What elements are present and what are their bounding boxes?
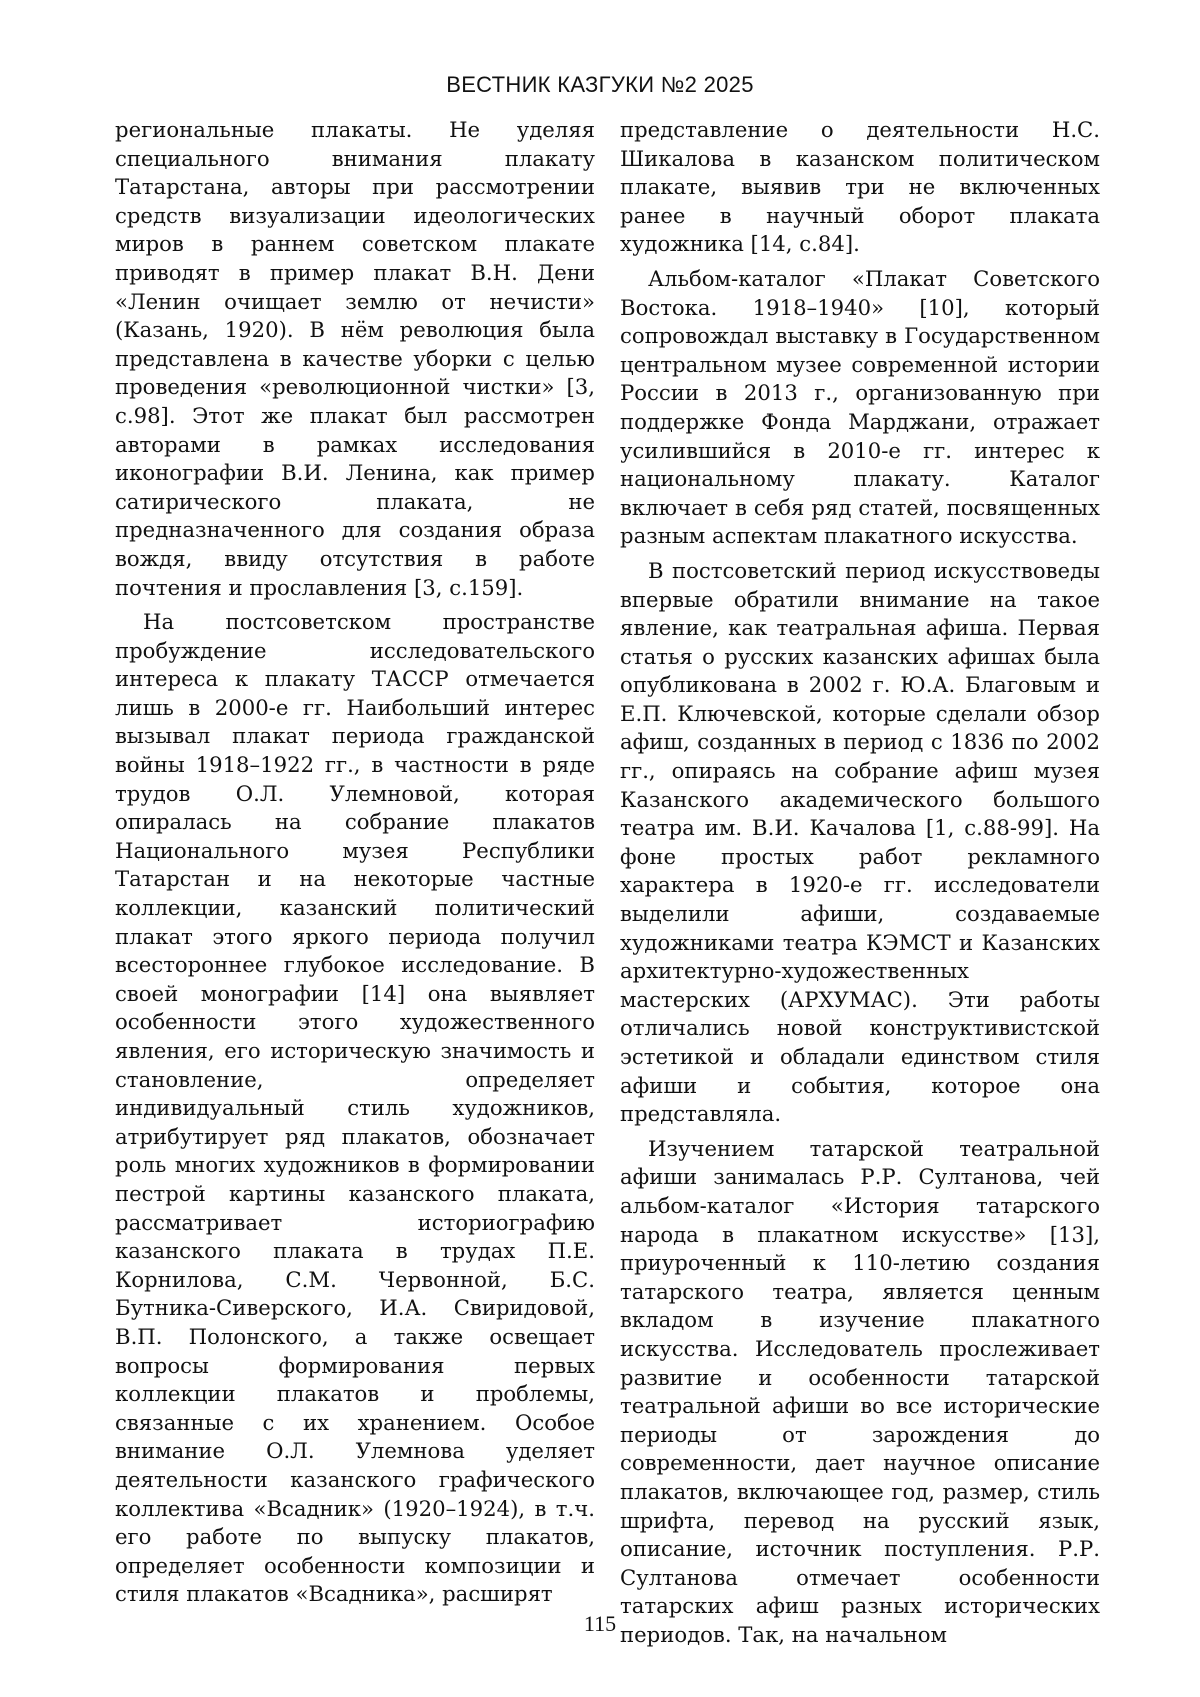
paragraph: Альбом-каталог «Плакат Советского Востока. 1918–1940» [10], который сопровождал выставку в Государственном центральном музее современной истории России в 2013 г., организованную при поддержке Фонда Марджани, отражает усилившийся в 2010-е гг. интерес к национальному плакату. Каталог включает в себя ряд статей, посвященных разным аспектам плакатного искусства. bbox=[620, 265, 1100, 549]
paragraph: В постсоветский период искусствоведы впервые обратили внимание на такое явление, как театральная афиша. Первая статья о русских казанских афишах была опубликована в 2002 г. Ю.А. Благовым и Е.П. Ключевской, которые сделали обзор афиш, созданных в период с 1836 по 2002 гг., опираясь на собрание афиш музея Казанского академического большого театра им. В.И. Качалова [1, с.88-99]. На фоне простых работ рекламного характера в 1920-е гг. исследователи выделили афиши, создаваемые художниками театра КЭМСТ и Казанских архитектурно-художественных мастерских (АРХУМАС). Эти работы отличались новой конструктивистской эстетикой и обладали единством стиля афиши и события, которое она представляла. bbox=[620, 557, 1100, 1127]
paragraph-continuation: представление о деятельности Н.С. Шикалова в казанском политическом плакате, выявив три не включенных ранее в научный оборот плаката художника [14, с.84]. bbox=[620, 117, 1100, 257]
right-column bbox=[620, 116, 1100, 1649]
journal-header: ВЕСТНИК КАЗГУКИ №2 2025 bbox=[446, 72, 754, 97]
paragraph: Изучением татарской театральной афиши занималась Р.Р. Султанова, чей альбом-каталог «История татарского народа в плакатном искусстве» [13], приуроченный к 110-летию создания татарского театра, является ценным вкладом в изучение плакатного искусства. Исследователь прослеживает развитие и особенности татарской театральной афиши во все исторические периоды от зарождения до современности, дает научное описание плакатов, включающее год, размер, стиль шрифта, перевод на русский язык, описание, источник поступления. Р.Р. Султанова отмечает особенности татарских афиш разных исторических периодов. Так, на начальном bbox=[620, 1135, 1100, 1647]
paragraph: На постсоветском пространстве пробуждение исследовательского интереса к плакату ТАССР отмечается лишь в 2000-е гг. Наибольший интерес вызывал плакат периода гражданской войны 1918–1922 гг., в частности в ряде трудов О.Л. Улемновой, которая опиралась на собрание плакатов Национального музея Республики Татарстан и на некоторые частные коллекции, казанский политический плакат этого яркого периода получил всестороннее глубокое исследование. В своей монографии [14] она выявляет особенности этого художественного явления, его историческую значимость и становление, определяет индивидуальный стиль художников, атрибутирует ряд плакатов, обозначает роль многих художников в формировании пестрой картины казанского плаката, рассматривает историографию казанского плаката в трудах П.Е. Корнилова, С.М. Червонной, Б.С. Бутника-Сиверского, И.А. Свиридовой, В.П. Полонского, а также освещает вопросы формирования первых коллекции плакатов и проблемы, связанные с их хранением. Особое внимание О.Л. Улемнова уделяет деятельности казанского графического коллектива «Всадник» (1920–1924), в т.ч. его работе по выпуску плакатов, определяет особенности композиции и стиля плакатов «Всадника», расширят bbox=[115, 609, 595, 1607]
paragraph-continuation: региональные плакаты. Не уделяя специального внимания плакату Татарстана, авторы при рассмотрении средств визуализации идеологических миров в раннем советском плакате приводят в пример плакат В.Н. Дени «Ленин очищает землю от нечисти» (Казань, 1920). В нём революция была представлена в качестве уборки с целью проведения «революционной чистки» [3, с.98]. Этот же плакат был рассмотрен авторами в рамках исследования иконографии В.И. Ленина, как пример сатирического плаката, не предназначенного для создания образа вождя, ввиду отсутствия в работе почтения и прославления [3, с.159]. bbox=[115, 117, 595, 600]
left-column bbox=[115, 116, 595, 1609]
page-number: 115 bbox=[583, 1611, 617, 1636]
